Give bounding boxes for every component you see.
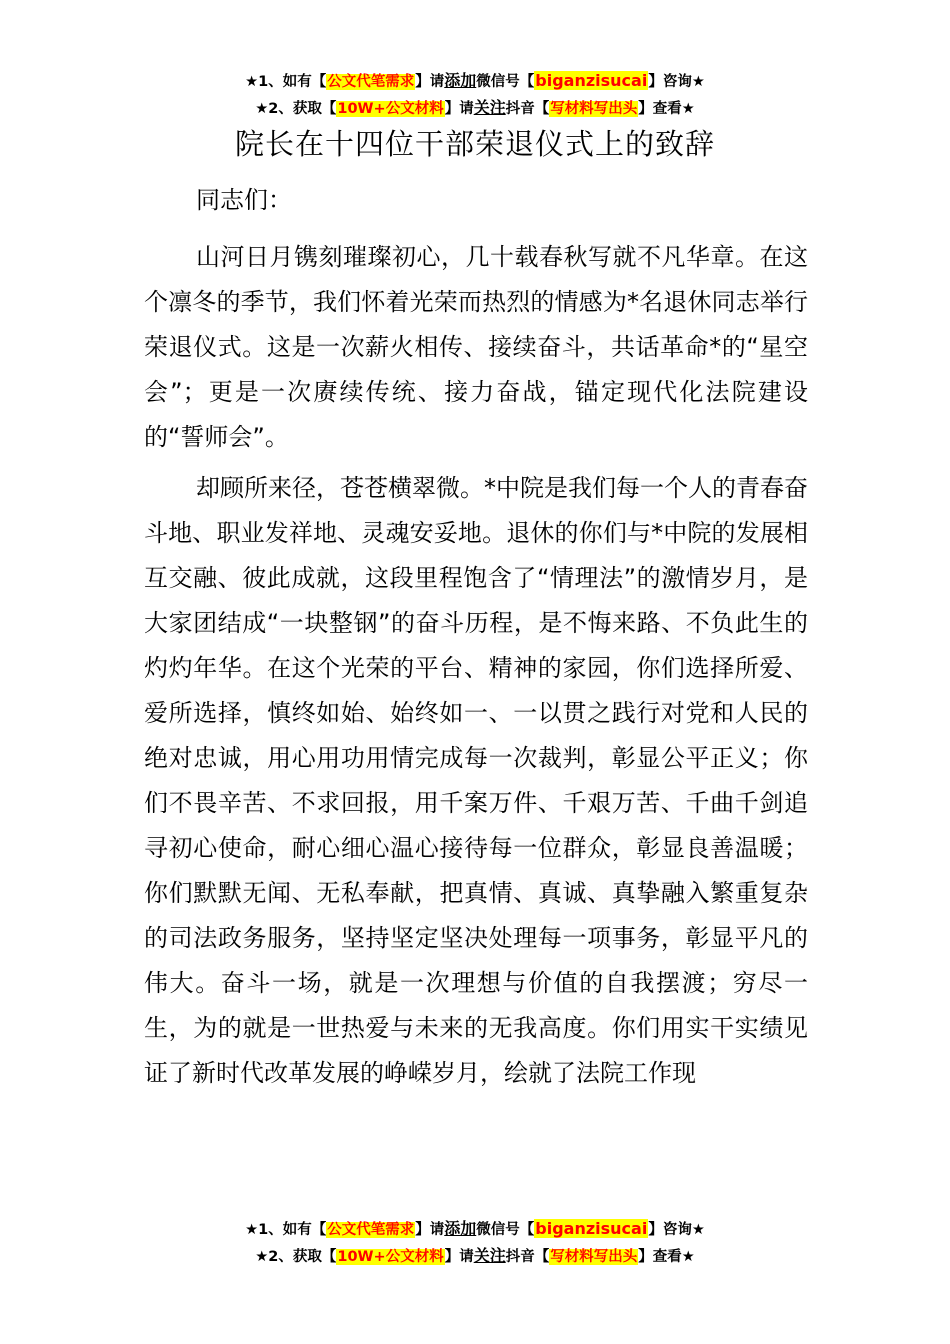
promo-line-2 [0, 95, 950, 122]
promo-text: 】请 [444, 101, 474, 117]
promo-text: ★1、如有【 [245, 74, 327, 90]
promo-text: 】请 [444, 1249, 474, 1265]
promo-highlight: 10W+公文材料 [337, 101, 444, 117]
promo-text: 】请 [415, 1222, 445, 1238]
promo-text: ★1、如有【 [245, 1222, 327, 1238]
promo-text: ★2、获取【 [255, 1249, 337, 1265]
promo-underline: 添加 [444, 1219, 477, 1238]
promo-underline: 关注 [473, 98, 506, 117]
document-title: 院长在十四位干部荣退仪式上的致辞 [234, 127, 715, 161]
salutation: 同志们： [196, 186, 292, 214]
promo-highlight: 公文代笔需求 [327, 74, 415, 90]
promo-text: 】咨询★ [648, 1222, 705, 1238]
body-paragraph-2: 却顾所来径，苍苍横翠微。*中院是我们每一个人的青春奋斗地、职业发祥地、灵魂安妥地。退休的你们与*中院的发展相互交融、彼此成就，这段里程饱含了“情理法”的激情岁月，是大家团结成“一块整钢”的奋斗历程，是不悔来路、不负此生的灼灼年华。在这个光荣的平台、精神的家园，你们选择所爱、爱所选择，慎终如始、始终如一、一以贯之践行对党和人民的绝对忠诚，用心用功用情完成每一次裁判，彰显公平正义；你们不畏辛苦、不求回报，用千案万件、千艰万苦、千曲千剑追寻初心使命，耐心细心温心接待每一位群众，彰显良善温暖；你们默默无闻、无私奉献，把真情、真诚、真挚融入繁重复杂的司法政务服务，坚持坚定坚决处理每一项事务，彰显平凡的伟大。奋斗一场，就是一次理想与价值的自我摆渡；穷尽一生，为的就是一世热爱与未来的无我高度。你们用实干实绩见证了新时代改革发展的峥嵘岁月，绘就了法院工作现 [144, 474, 808, 1087]
promo-text: 微信号【 [476, 74, 535, 90]
promo-wechat-id: biganzisucai [535, 1219, 648, 1238]
promo-text: 抖音【 [505, 1249, 550, 1265]
promo-banner-bottom [0, 1216, 950, 1270]
promo-banner-top [0, 68, 950, 122]
promo-underline: 关注 [473, 1246, 506, 1265]
promo-highlight: 公文代笔需求 [327, 1222, 415, 1238]
promo-text: 】查看★ [638, 1249, 695, 1265]
promo-douyin-account: 写材料写出头 [550, 101, 638, 117]
promo-underline: 添加 [444, 71, 477, 90]
promo-text: 微信号【 [476, 1222, 535, 1238]
promo-text: 抖音【 [505, 101, 550, 117]
promo-highlight: 10W+公文材料 [337, 1249, 444, 1265]
promo-text: ★2、获取【 [255, 101, 337, 117]
promo-wechat-id: biganzisucai [535, 71, 648, 90]
promo-line-2 [0, 1243, 950, 1270]
body-paragraph-1: 山河日月镌刻璀璨初心，几十载春秋写就不凡华章。在这个凛冬的季节，我们怀着光荣而热烈的情感为*名退休同志举行荣退仪式。这是一次薪火相传、接续奋斗，共话革命*的“星空会”；更是一次赓续传统、接力奋战，锚定现代化法院建设的“誓师会”。 [144, 243, 808, 451]
promo-text: 】查看★ [638, 101, 695, 117]
promo-douyin-account: 写材料写出头 [550, 1249, 638, 1265]
promo-line-1 [0, 68, 950, 95]
promo-text: 】咨询★ [648, 74, 705, 90]
promo-text: 】请 [415, 74, 445, 90]
promo-line-1 [0, 1216, 950, 1243]
